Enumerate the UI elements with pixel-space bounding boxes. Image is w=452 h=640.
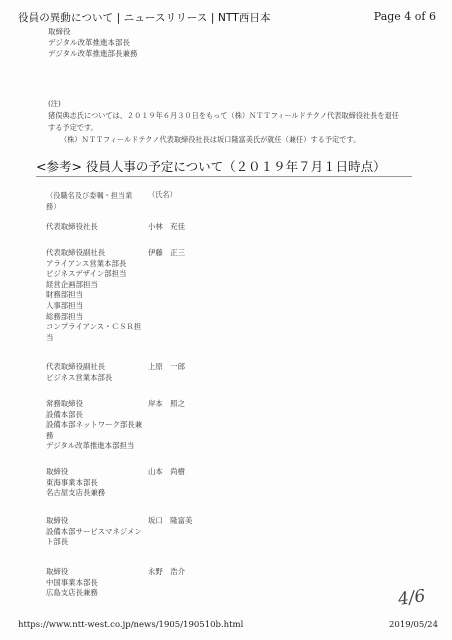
executive-titles — [46, 399, 146, 452]
previous-entry-line: 取締役 — [48, 27, 71, 36]
executive-title-line: 人事部担当 — [46, 300, 83, 310]
section-title: <参考> 役員人事の予定について（２０１９年７月１日時点） — [36, 159, 386, 174]
executive-title-line: 当 — [46, 332, 54, 342]
footer-url: https://www.ntt-west.co.jp/news/1905/190510b.html — [18, 620, 244, 630]
executive-title-line: 設備本部長 — [46, 409, 83, 419]
previous-entry-line: デジタル改革推進本部長 — [48, 38, 131, 47]
note-line: 猪俣典志氏については、２０１９年６月３０日をもって（株）ＮＴＴフィールドテクノ代表取締役社長を退任 — [48, 111, 399, 120]
executive-title-line: 代表取締役副社長 — [46, 362, 106, 371]
note-block — [48, 98, 428, 146]
executive-title-line: 経営企画部担当 — [46, 279, 98, 289]
executive-title-line: ビジネスデザイン部担当 — [46, 269, 127, 279]
page-header-title: 役員の異動について | ニュースリリース | NTT西日本 — [18, 12, 271, 24]
executive-name: 上原 一郎 — [148, 362, 185, 371]
note-line: する予定です。 — [48, 123, 98, 132]
executive-row — [46, 399, 185, 452]
executive-row — [46, 516, 193, 548]
previous-entry — [48, 26, 138, 59]
executive-title-line: 広島支店長兼務 — [46, 588, 98, 598]
executive-row — [46, 567, 185, 599]
footer-date: 2019/05/24 — [389, 620, 438, 630]
executive-title-line: デジタル改革推進本部担当 — [46, 441, 135, 451]
note-line: （株）ＮＴＴフィールドテクノ代表取締役社長は坂口隆富美氏が就任（兼任）する予定です。 — [60, 135, 361, 144]
executive-row — [46, 248, 185, 343]
executive-titles — [46, 362, 146, 383]
column-header-line: 務） — [46, 202, 61, 211]
executive-titles — [46, 248, 146, 343]
executive-title-line: アライアンス営業本部長 — [46, 258, 127, 268]
executive-title-line: 代表取締役副社長 — [46, 248, 106, 257]
executive-title-line: 代表取締役社長 — [46, 222, 98, 231]
column-header-title — [46, 190, 142, 212]
executive-title-line: 名古屋支店長兼務 — [46, 488, 106, 498]
executive-title-line: 総務部担当 — [46, 311, 83, 321]
executive-row — [46, 222, 185, 233]
executive-name: 小林 充佳 — [148, 222, 185, 231]
executive-title-line: 務 — [46, 430, 54, 440]
section-divider — [36, 176, 412, 177]
executive-name: 岸本 照之 — [148, 399, 185, 408]
executive-title-line: 取締役 — [46, 467, 69, 476]
executive-title-line: 設備本部サービスマネジメン — [46, 526, 142, 536]
executive-titles — [46, 567, 146, 599]
previous-entry-line: デジタル改革推進部長兼務 — [48, 49, 138, 58]
page-number: Page 4 of 6 — [373, 10, 436, 23]
column-header-name: （氏名） — [148, 190, 177, 199]
executive-title-line: 設備本部ネットワーク部長兼 — [46, 420, 143, 430]
executive-name: 山本 尚樹 — [148, 467, 185, 476]
executive-title-line: 取締役 — [46, 516, 69, 525]
executive-titles — [46, 222, 146, 233]
column-header-line: （役職名及び委嘱・担当業 — [46, 191, 133, 200]
executive-title-line: 財務部担当 — [46, 290, 83, 300]
executive-title-line: 取締役 — [46, 567, 69, 576]
note-label: (注) — [48, 99, 61, 108]
executive-titles — [46, 467, 146, 499]
executive-title-line: ビジネス営業本部長 — [46, 372, 113, 382]
executive-name: 坂口 隆富美 — [148, 516, 193, 525]
executive-row — [46, 362, 185, 383]
executive-title-line: 常務取締役 — [46, 399, 83, 408]
handwritten-page-mark: 4/6 — [396, 586, 427, 610]
executive-row — [46, 467, 185, 499]
executive-name: 永野 浩介 — [148, 567, 185, 576]
executive-titles — [46, 516, 146, 548]
executive-title-line: 東海事業本部長 — [46, 477, 98, 487]
executive-title-line: 中国事業本部長 — [46, 577, 98, 587]
executive-title-line: コンプライアンス・ＣＳＲ担 — [46, 322, 142, 332]
executive-title-line: ト部長 — [46, 537, 69, 547]
executive-name: 伊藤 正三 — [148, 248, 185, 257]
